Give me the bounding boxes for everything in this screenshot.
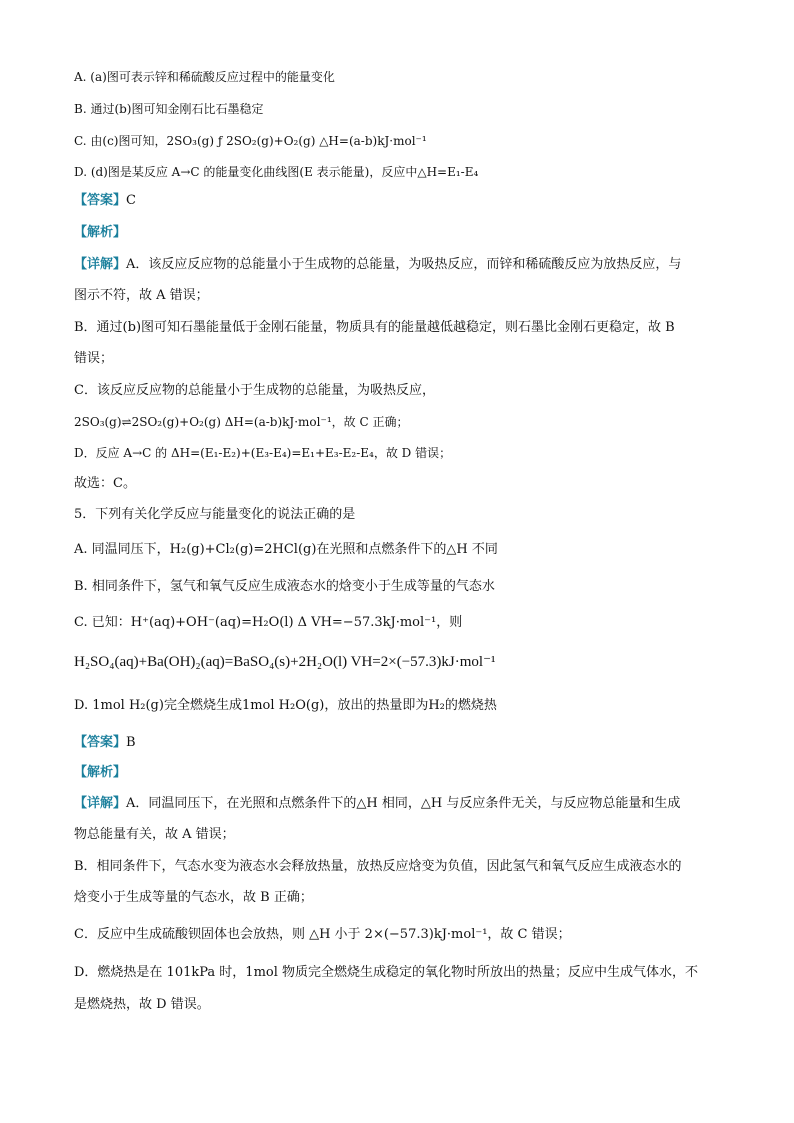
q4-detail-b-cont: 错误； — [74, 351, 114, 366]
q5-option-d: D. 1mol H₂(g)完全燃烧生成1mol H₂O(g)，放出的热量即为H₂的燃烧热 — [74, 698, 497, 713]
q4-analysis-label: 【解析】 — [74, 225, 127, 240]
answer-label: 【答案】 — [74, 735, 127, 750]
answer-label: 【答案】 — [74, 193, 127, 208]
q4-detail-a — [74, 256, 681, 274]
q5-detail-b: B．相同条件下，气态水变为液态水会释放热量，放热反应焓变为负值，因此氢气和氧气反应生成液态水的 — [74, 859, 682, 874]
q5-option-a: A. 同温同压下，H₂(g)+Cl₂(g)=2HCl(g)在光照和点燃条件下的△H 不同 — [74, 542, 498, 557]
q5-detail-a-cont: 物总能量有关，故 A 错误； — [74, 827, 235, 842]
answer-value: C — [126, 193, 136, 208]
q4-detail-c: C．该反应反应物的总能量小于生成物的总能量，为吸热反应， — [74, 383, 435, 398]
q4-option-d: D. (d)图是某反应 A→C 的能量变化曲线图(E 表示能量)，反应中△H=E₁-E₄ — [74, 165, 479, 179]
q4-option-c: C. 由(c)图可知，2SO₃(g) ƒ 2SO₂(g)+O₂(g) △H=(a-b)kJ·mol⁻¹ — [74, 134, 427, 148]
q4-detail-b: B．通过(b)图可知石墨能量低于金刚石能量，物质具有的能量越低越稳定，则石墨比金刚石更稳定，故 B — [74, 320, 675, 335]
q5-detail-d: D．燃烧热是在 101kPa 时，1mol 物质完全燃烧生成稳定的氧化物时所放出的热量；反应中生成气体水，不 — [74, 965, 699, 980]
q4-detail-a-cont: 图示不符，故 A 错误； — [74, 288, 209, 303]
q4-detail-d: D．反应 A→C 的 ΔH=(E₁-E₂)+(E₃-E₄)=E₁+E₃-E₂-E₄，故 D 错误； — [74, 446, 452, 460]
detail-text: A．该反应反应物的总能量小于生成物的总能量，为吸热反应，而锌和稀硫酸反应为放热反应，与 — [126, 257, 682, 272]
detail-label: 【详解】 — [74, 257, 127, 272]
detail-label: 【详解】 — [74, 796, 127, 811]
q5-answer — [74, 734, 136, 752]
detail-text: A．同温同压下，在光照和点燃条件下的△H 相同，△H 与反应条件无关，与反应物总能量和生成 — [126, 796, 681, 811]
answer-value: B — [126, 735, 136, 750]
q4-choice: 故选：C。 — [74, 476, 136, 491]
q5-detail-c: C．反应中生成硫酸钡固体也会放热，则 △H 小于 2×(−57.3)kJ·mol⁻¹，故 C 错误； — [74, 927, 571, 942]
q5-detail-a — [74, 795, 680, 813]
q4-answer — [74, 192, 136, 210]
q4-detail-c-equation: 2SO₃(g)⇌2SO₂(g)+O₂(g) ΔH=(a-b)kJ·mol⁻¹，故 C 正确； — [74, 415, 409, 429]
q5-detail-d-cont: 是燃烧热，故 D 错误。 — [74, 997, 210, 1012]
q5-option-c-equation: H₂SO₄(aq)+Ba(OH)₂(aq)=BaSO₄(s)+2H₂O(l) VH=2×(−57.3)kJ·mol⁻¹ — [74, 654, 496, 670]
q4-option-a: A. (a)图可表示锌和稀硫酸反应过程中的能量变化 — [74, 70, 335, 84]
q5-analysis-label: 【解析】 — [74, 765, 127, 780]
q5-option-c: C. 已知：H⁺(aq)+OH⁻(aq)=H₂O(l) Δ VH=−57.3kJ·mol⁻¹，则 — [74, 615, 463, 630]
q5-stem: 5．下列有关化学反应与能量变化的说法正确的是 — [74, 507, 356, 522]
q5-detail-b-cont: 焓变小于生成等量的气态水，故 B 正确； — [74, 890, 313, 905]
q4-option-b: B. 通过(b)图可知金刚石比石墨稳定 — [74, 102, 264, 116]
q5-option-b: B. 相同条件下，氢气和氧气反应生成液态水的焓变小于生成等量的气态水 — [74, 579, 495, 594]
